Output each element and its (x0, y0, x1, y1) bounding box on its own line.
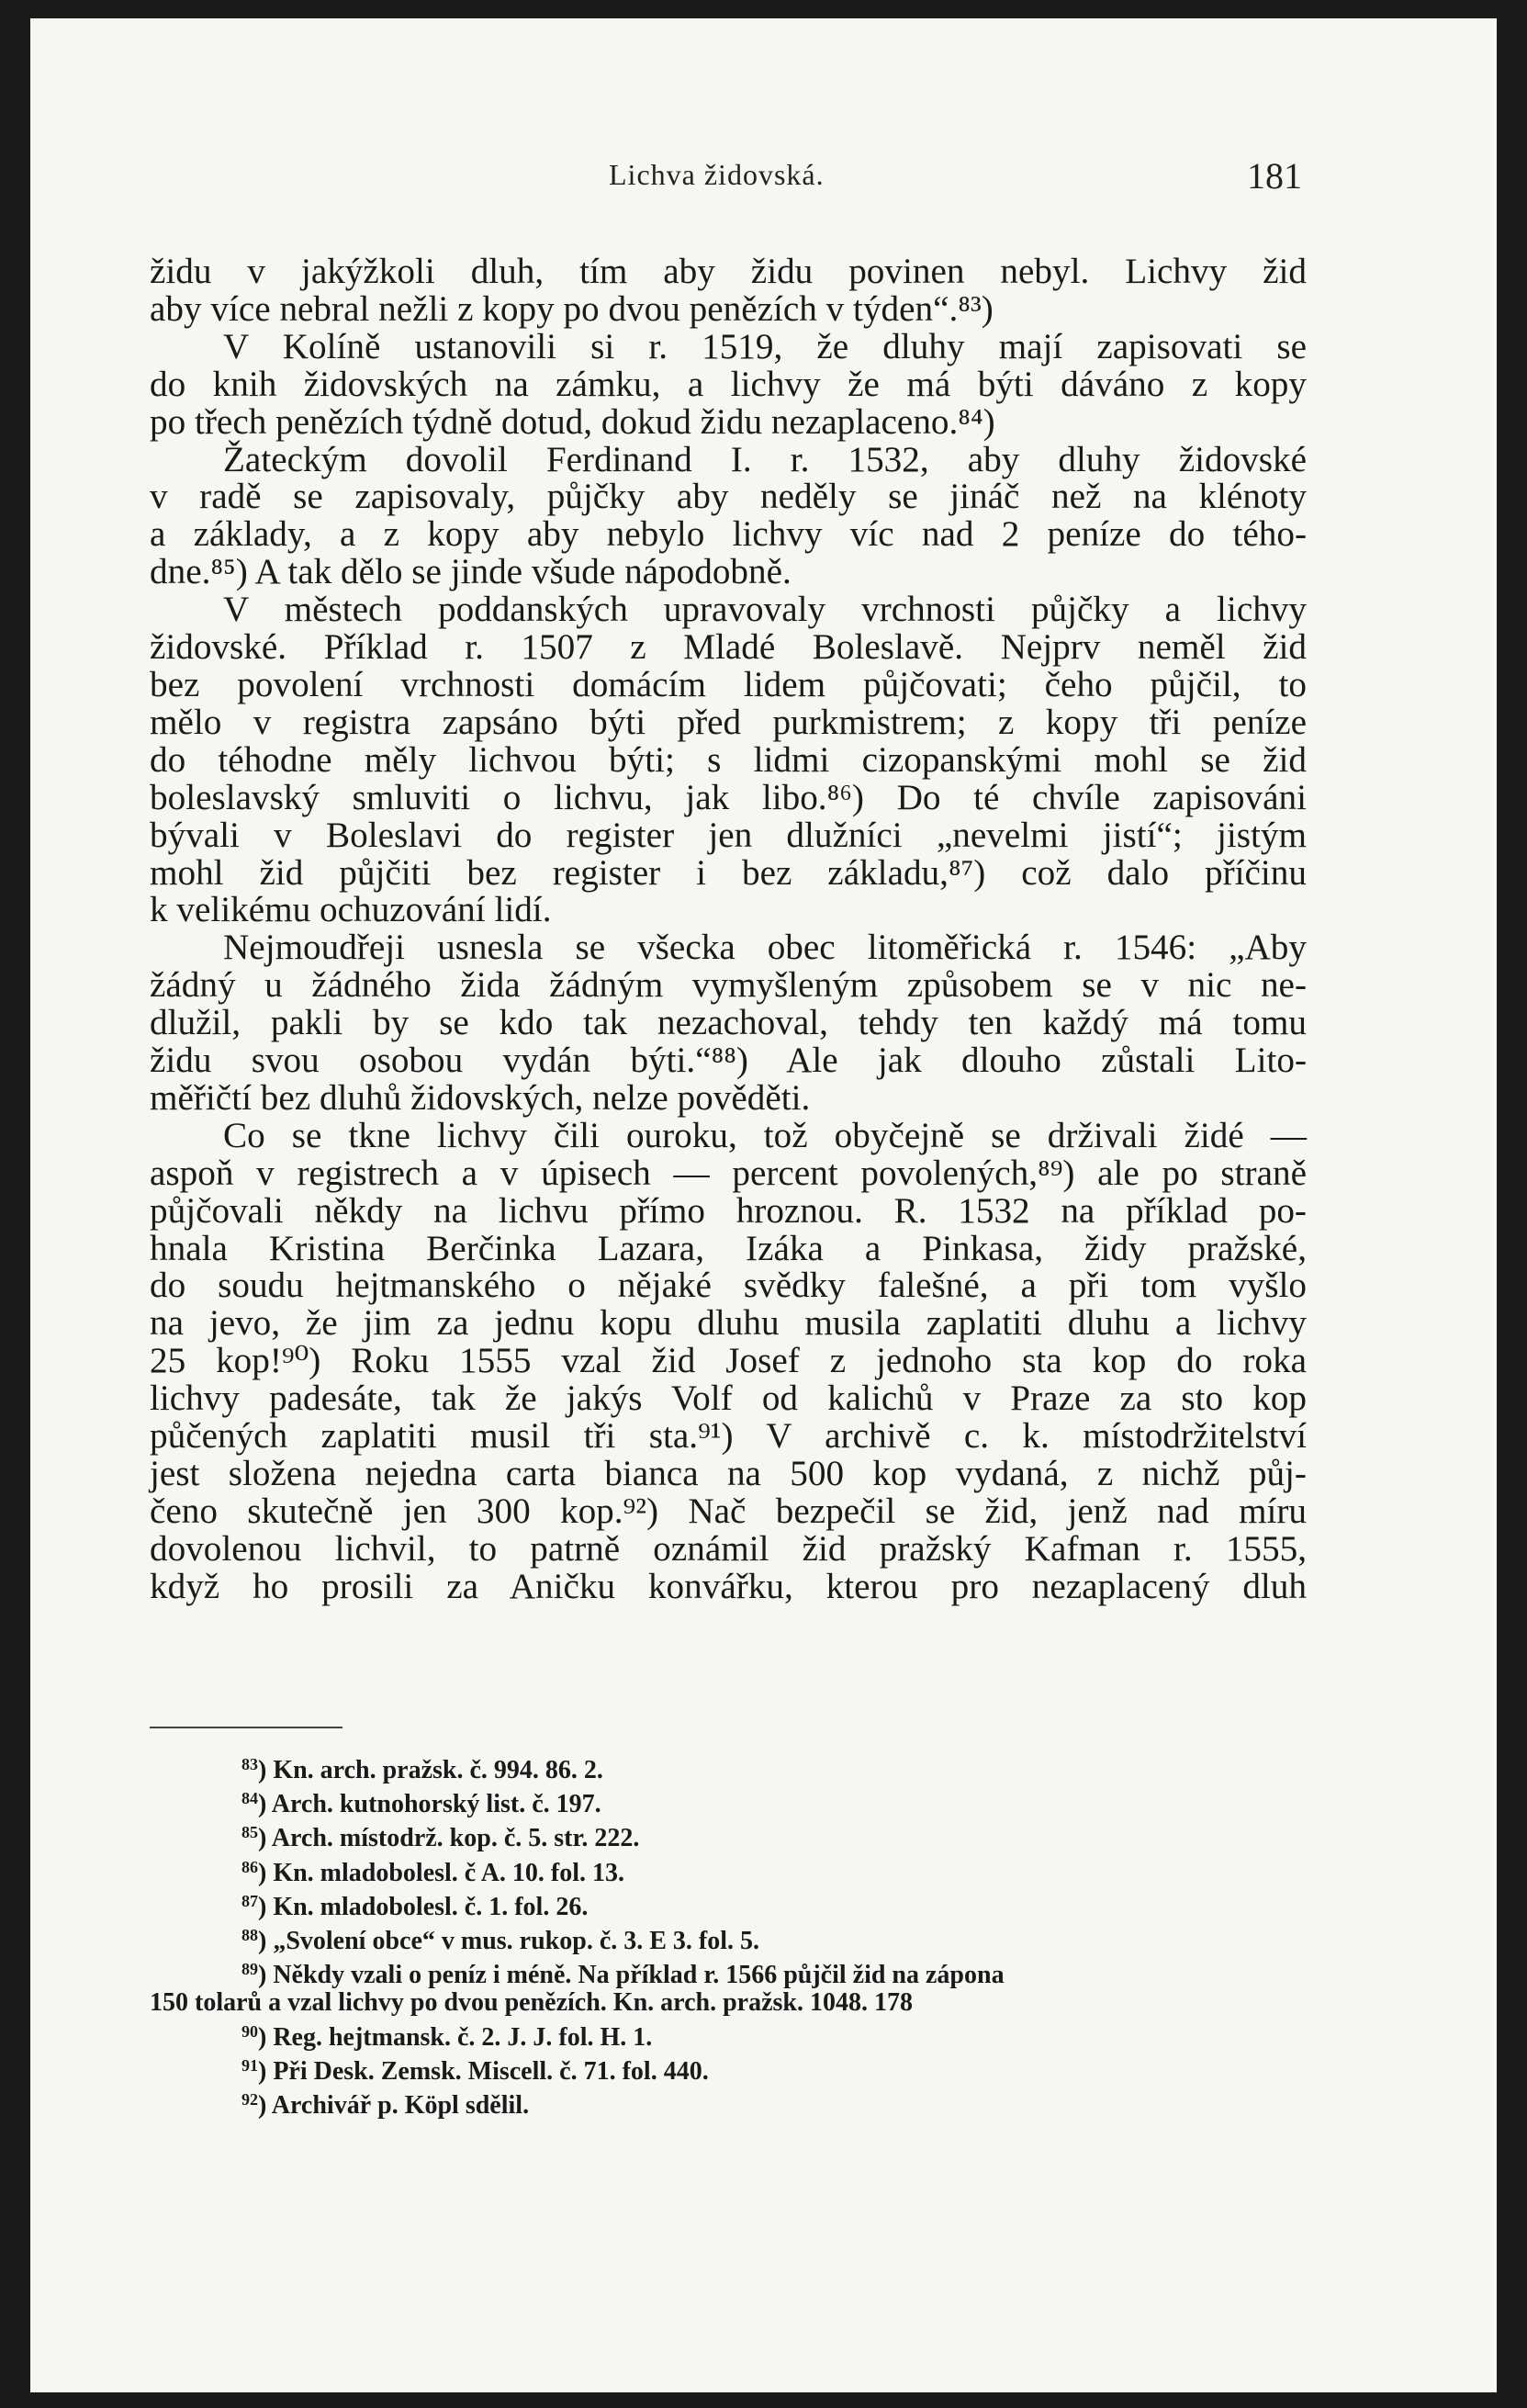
footnote-mark: 85 (241, 1823, 258, 1842)
text-line: jest složena nejedna carta bianca na 500 kop vydaná, z nichž půj- (150, 1454, 1307, 1493)
text-line: půjčovali někdy na lichvu přímo hroznou. R. 1532 na příklad po- (150, 1190, 1307, 1231)
footnote-mark: 87 (241, 1891, 258, 1910)
footnote-mark: 89 (241, 1960, 258, 1979)
text-line: 25 kop!⁹⁰) Roku 1555 vzal žid Josef z jednoho sta kop do roka (150, 1341, 1307, 1381)
footnote (150, 1784, 1307, 1818)
footnote-mark: 88 (241, 1926, 258, 1945)
footnote (150, 2018, 1307, 2052)
text-line: Žateckým dovolil Ferdinand I. r. 1532, aby dluhy židovské (223, 439, 1307, 479)
text-line: po třech penězích týdně dotud, dokud židu nezaplaceno.⁸⁴) (150, 401, 995, 442)
text-line: Co se tkne lichvy čili ouroku, tož obyčejně se drživali židé — (223, 1115, 1307, 1155)
text-line: aspoň v registrech a v úpisech — percent povolených,⁸⁹) ale po straně (150, 1153, 1307, 1193)
footnote-text: ) Kn. arch. pražsk. č. 994. 86. 2. (258, 1756, 603, 1784)
text-line: židovské. Příklad r. 1507 z Mladé Boleslavě. Nejprv neměl žid (150, 627, 1307, 668)
text-line: čeno skutečně jen 300 kop.⁹²) Nač bezpečil se žid, jenž nad míru (150, 1491, 1307, 1531)
text-line: V městech poddanských upravovaly vrchnosti půjčky a lichvy (223, 590, 1307, 630)
text-line: žádný u žádného žida žádným vymyšleným způsobem se v nic ne- (150, 965, 1307, 1006)
footnote-mark: 92 (241, 2090, 258, 2110)
footnote-text: ) Kn. mladobolesl. č A. 10. fol. 13. (258, 1858, 625, 1887)
footnote (150, 1750, 1307, 1784)
footnote-text: ) Archivář p. Köpl sdělil. (258, 2091, 530, 2121)
footnote (150, 2052, 1307, 2086)
footnote (150, 1955, 1307, 1989)
text-line: židu v jakýžkoli dluh, tím aby židu povinen nebyl. Lichvy žid (150, 252, 1307, 291)
footnote-mark: 83 (241, 1755, 258, 1773)
text-line: dne.⁸⁵) A tak dělo se jinde všude nápodobně. (150, 552, 792, 592)
text-line: hnala Kristina Berčinka Lazara, Izáka a Pinkasa, židy pražské, (150, 1228, 1307, 1268)
text-line: V Kolíně ustanovili si r. 1519, že dluhy mají zapisovati se (223, 326, 1307, 366)
footnote (150, 1887, 1307, 1921)
text-line: do téhodne měly lichvou býti; s lidmi cizopanskými mohl se žid (150, 739, 1307, 780)
text-line: a základy, a z kopy aby nebylo lichvy víc nad 2 peníze do tého- (150, 514, 1307, 555)
text-line: dlužil, pakli by se kdo tak nezachoval, tehdy ten každý má tomu (150, 1003, 1307, 1043)
footnotes (150, 1750, 1307, 2120)
footnote-text: ) Někdy vzali o peníz i méně. Na příklad r. 1566 půjčil žid na zápona (258, 1961, 1005, 1990)
text-line: do soudu hejtmanského o nějaké svědky falešné, a při tom vyšlo (150, 1266, 1307, 1306)
text-line: Nejmoudřeji usnesla se všecka obec litoměřická r. 1546: „Aby (223, 928, 1307, 968)
text-line: aby více nebral nežli z kopy po dvou penězích v týden“.⁸³) (150, 288, 994, 329)
text-line: k velikému ochuzování lidí. (150, 890, 552, 930)
footnote (150, 1989, 1307, 2017)
text-line: na jevo, že jim za jednu kopu dluhu musila zaplatiti dluhu a lichvy (150, 1303, 1307, 1344)
text-line: mělo v registra zapsáno býti před purkmistrem; z kopy tři peníze (150, 702, 1307, 742)
text-line: bývali v Boleslavi do register jen dlužníci „nevelmi jistí“; jistým (150, 815, 1307, 855)
footnote (150, 1818, 1307, 1852)
text-line: lichvy padesáte, tak že jakýs Volf od kalichů v Praze za sto kop (150, 1378, 1307, 1419)
text-line: židu svou osobou vydán býti.“⁸⁸) Ale jak dlouho zůstali Lito- (150, 1041, 1307, 1081)
footnote-separator (150, 1727, 342, 1728)
text-line: mohl žid půjčiti bez register i bez základu,⁸⁷) což dalo příčinu (150, 852, 1307, 893)
text-line: když ho prosili za Aničku konvářku, kterou pro nezaplacený dluh (150, 1566, 1307, 1606)
running-head: Lichva židovská. (609, 158, 825, 191)
text-line: boleslavský smluviti o lichvu, jak libo.⁸⁶) Do té chvíle zapisováni (150, 777, 1307, 817)
footnote (150, 1853, 1307, 1887)
footnote-mark: 84 (241, 1789, 258, 1808)
page-number: 181 (1247, 155, 1302, 197)
footnote-mark: 86 (241, 1857, 258, 1876)
footnote-text: ) Reg. hejtmansk. č. 2. J. J. fol. H. 1. (258, 2022, 653, 2052)
footnote-text: ) Arch. místodrž. kop. č. 5. str. 222. (258, 1824, 640, 1853)
footnote (150, 2086, 1307, 2120)
text-line: měřičtí bez dluhů židovských, nelze pověděti. (150, 1077, 811, 1118)
text-line: bez povolení vrchnosti domácím lidem půjčovati; čeho půjčil, to (150, 664, 1307, 704)
footnote-text: 150 tolarů a vzal lichvy po dvou penězích. Kn. arch. pražsk. 1048. 178 (150, 1988, 913, 2018)
footnote-text: ) Arch. kutnohorský list. č. 197. (258, 1790, 601, 1819)
footnote-mark: 91 (241, 2055, 258, 2075)
body-text (150, 253, 1307, 1606)
footnote-text: ) Při Desk. Zemsk. Miscell. č. 71. fol. 440. (258, 2056, 709, 2086)
footnote (150, 1921, 1307, 1955)
text-line: dovolenou lichvil, to patrně oznámil žid pražský Kafman r. 1555, (150, 1528, 1307, 1569)
text-line: v radě se zapisovaly, půjčky aby neděly se jináč než na klénoty (150, 477, 1307, 517)
text-line: půčených zaplatiti musil tři sta.⁹¹) V archivě c. k. místodržitelství (150, 1416, 1307, 1457)
footnote-text: ) „Svolení obce“ v mus. rukop. č. 3. E 3. fol. 5. (258, 1927, 760, 1956)
book-page (30, 18, 1497, 2392)
footnote-text: ) Kn. mladobolesl. č. 1. fol. 26. (258, 1892, 589, 1921)
footnote-mark: 90 (241, 2021, 258, 2041)
text-line: do knih židovských na zámku, a lichvy že má býti dáváno z kopy (150, 364, 1307, 404)
